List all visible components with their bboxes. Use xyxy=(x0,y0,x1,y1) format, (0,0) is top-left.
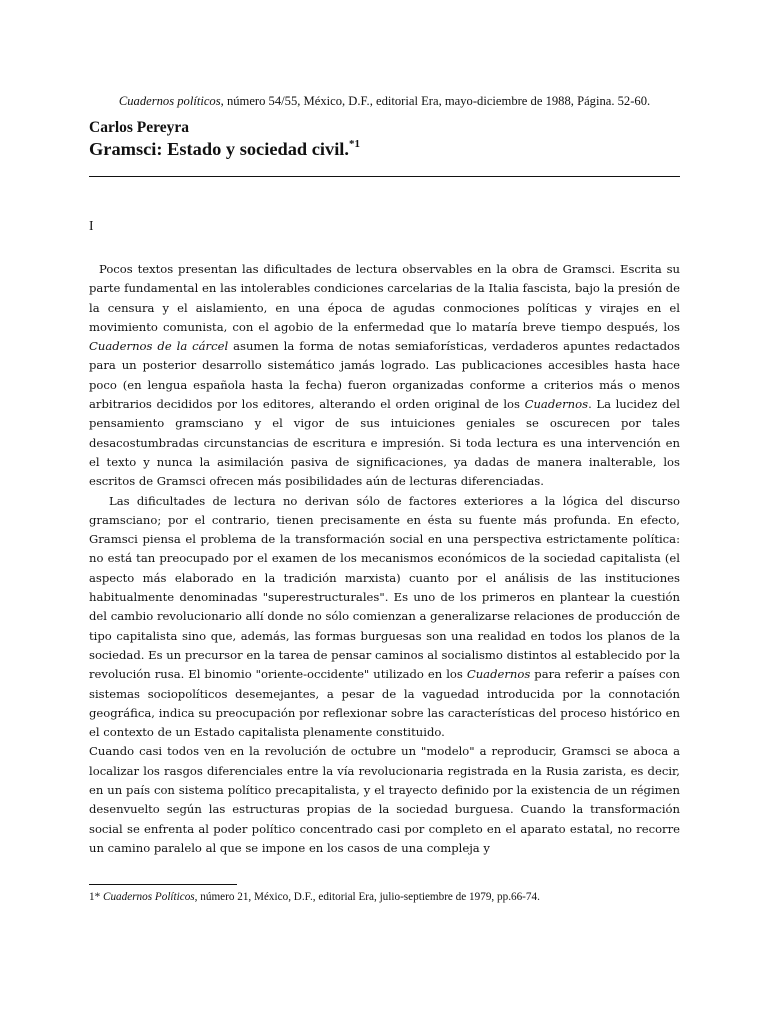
paragraph-2-text-c: para referir a países con sistemas sociopolíticos desemejantes, a pesar de la vaguedad introducida por la connotación geográfica, indica su preocupación por reflexionar sobre las características del proceso histórico en el contexto de un Estado capitalista plenamente constituido. xyxy=(89,667,681,740)
citation-journal: Cuadernos políticos xyxy=(118,94,221,108)
source-citation xyxy=(89,94,680,109)
paragraph-1-text-a: Pocos textos presentan las dificultades de lectura observables en la obra de Gramsci. Escrita su parte fundamental en las intolerables condiciones carcelarias de la Italia fascista, bajo la presión de la censura y el aislamiento, en una época de agudas conmociones políticas y virajes en el movimiento comunista, con el agobio de la enfermedad que lo mataría breve tiempo después, los xyxy=(89,262,680,334)
paragraph-2-italic-cuadernos: Cuadernos xyxy=(466,667,531,682)
section-number: I xyxy=(89,218,94,233)
footnote-divider xyxy=(89,884,237,885)
title-divider xyxy=(89,176,680,177)
article-title xyxy=(89,139,360,160)
paragraph-1-italic-cuadernos: Cuadernos xyxy=(524,397,589,412)
paragraph-1-text-e: . La lucidez del pensamiento gramsciano y el vigor de sus intuiciones geniales se oscurecen por tales desacostumbradas circunstancias de escritura e impresión. Si toda lectura es una intervención en el texto y nunca la asimilación pasiva de significaciones, ya dadas de manera inalterable, los escritos de Gramsci ofrecen más posibilidades aún de lecturas diferenciadas. xyxy=(89,397,680,489)
footnote-mark: 1* xyxy=(89,891,101,903)
article-body xyxy=(89,260,680,858)
paragraph-1-text-c: asumen la forma de notas semiaforísticas, verdaderos apuntes redactados para un posterior desarrollo sistemático jamás logrado. Las publicaciones accesibles hasta hace poco (en lengua española hasta la fecha) fueron organizadas conforme a criterios más o menos arbitrarios decididos por los editores, alterando el orden original de los xyxy=(89,339,680,412)
title-footnote-mark: *1 xyxy=(349,138,361,150)
paragraph-3: Cuando casi todos ven en la revolución de octubre un "modelo" a reproducir, Gramsci se aboca a localizar los rasgos diferenciales entre la vía revolucionaria registrada en la Rusia zarista, es decir, en un país con sistema político precapitalista, y el trayecto definido por la existencia de un régimen desenvuelto según las estructuras propias de la sociedad burguesa. Cuando la transformación social se enfrenta al poder político concentrado casi por completo en el aparato estatal, no recorre un camino paralelo al que se impone en los casos de una compleja y xyxy=(89,744,680,855)
footnote xyxy=(89,891,540,903)
paragraph-1-italic-title: Cuadernos de la cárcel xyxy=(89,339,229,354)
paragraph-2 xyxy=(89,492,680,743)
paragraph-2-text-a: Las dificultades de lectura no derivan sólo de factores exteriores a la lógica del discurso gramsciano; por el contrario, tienen precisamente en ésta su fuente más profunda. En efecto, Gramsci piensa el problema de la transformación social en una perspectiva estrictamente política: no está tan preocupado por el examen de los mecanismos económicos de la sociedad capitalista (el aspecto más elaborado en la tradición marxista) cuanto por el análisis de las instituciones habitualmente denominadas "superestructurales". Es uno de los primeros en plantear la cuestión del cambio revolucionario allí donde no sólo comienzan a generalizarse relaciones de producción de tipo capitalista sino que, además, las formas burguesas son una realidad en todos los planos de la sociedad. Es un precursor en la tarea de pensar caminos al socialismo distintos al establecido por la revolución rusa. El binomio "oriente-occidente" utilizado en los xyxy=(89,493,680,682)
footnote-journal: Cuadernos Políticos xyxy=(102,891,195,903)
author-name: Carlos Pereyra xyxy=(89,119,189,136)
article-title-text: Gramsci: Estado y sociedad civil. xyxy=(89,139,350,159)
paragraph-1 xyxy=(89,260,680,492)
citation-details: , número 54/55, México, D.F., editorial Era, mayo-diciembre de 1988, Página. 52-60. xyxy=(220,94,651,108)
footnote-details: , número 21, México, D.F., editorial Era, julio-septiembre de 1979, pp.66-74. xyxy=(194,891,540,903)
